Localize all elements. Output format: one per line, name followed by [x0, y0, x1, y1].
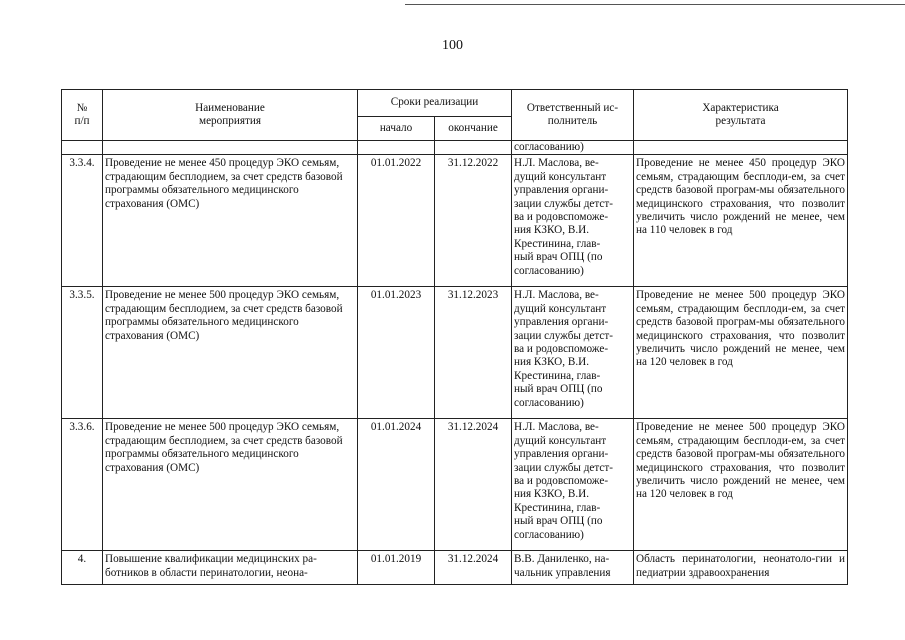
row-name: Проведение не менее 450 процедур ЭКО семьям, страдающим бесплодием, за счет средств базовой программы обязательного медицинского страхования (ОМС) — [103, 155, 358, 287]
header-result: Характеристика результата — [634, 90, 848, 141]
row-num: 3.3.6. — [62, 419, 103, 551]
row-result: Проведение не менее 500 процедур ЭКО семьям, страдающим бесплоди-ем, за счет средств базовой програм-мы обязательного медицинского страхования, что позволит увеличить число рождений не менее, чем на 120 человек в год — [634, 287, 848, 419]
row-responsible: Н.Л. Маслова, ве- дущий консультант управления органи- зации службы детст- ва и родовспоможе- ния КЗКО, В.И. Крестинина, глав- ный врач ОПЦ (по согласованию) — [512, 155, 634, 287]
continuation-responsible: согласованию) — [512, 141, 634, 155]
header-name: Наименование мероприятия — [103, 90, 358, 141]
row-responsible: В.В. Даниленко, на- чальник управления — [512, 551, 634, 585]
row-end: 31.12.2024 — [435, 551, 512, 585]
row-end: 31.12.2024 — [435, 419, 512, 551]
row-name: Проведение не менее 500 процедур ЭКО семьям, страдающим бесплодием, за счет средств базовой программы обязательного медицинского страхования (ОМС) — [103, 287, 358, 419]
table-row — [62, 155, 848, 287]
row-num: 3.3.5. — [62, 287, 103, 419]
row-name: Проведение не менее 500 процедур ЭКО семьям, страдающим бесплодием, за счет средств базовой программы обязательного медицинского страхования (ОМС) — [103, 419, 358, 551]
row-start: 01.01.2022 — [358, 155, 435, 287]
continuation-row — [62, 141, 848, 155]
row-start: 01.01.2023 — [358, 287, 435, 419]
measures-table — [61, 89, 848, 585]
row-start: 01.01.2019 — [358, 551, 435, 585]
table-row — [62, 287, 848, 419]
row-responsible: Н.Л. Маслова, ве- дущий консультант управления органи- зации службы детст- ва и родовспоможе- ния КЗКО, В.И. Крестинина, глав- ный врач ОПЦ (по согласованию) — [512, 287, 634, 419]
table-row — [62, 419, 848, 551]
row-num: 3.3.4. — [62, 155, 103, 287]
row-num: 4. — [62, 551, 103, 585]
top-rule — [405, 4, 905, 5]
page-number: 100 — [442, 38, 463, 53]
row-result: Область перинатологии, неонатоло-гии и педиатрии здравоохранения — [634, 551, 848, 585]
header-num: № п/п — [62, 90, 103, 141]
row-end: 31.12.2022 — [435, 155, 512, 287]
row-start: 01.01.2024 — [358, 419, 435, 551]
row-responsible: Н.Л. Маслова, ве- дущий консультант управления органи- зации службы детст- ва и родовспоможе- ния КЗКО, В.И. Крестинина, глав- ный врач ОПЦ (по согласованию) — [512, 419, 634, 551]
table-row — [62, 551, 848, 585]
row-result: Проведение не менее 450 процедур ЭКО семьям, страдающим бесплоди-ем, за счет средств базовой програм-мы обязательного медицинского страхования, что позволит увеличить число рождений не менее, чем на 110 человек в год — [634, 155, 848, 287]
header-start: начало — [358, 117, 435, 141]
header-responsible: Ответственный ис- полнитель — [512, 90, 634, 141]
row-end: 31.12.2023 — [435, 287, 512, 419]
header-terms: Сроки реализации — [358, 90, 512, 117]
row-name: Повышение квалификации медицинских ра-ботников в области перинатологии, неона- — [103, 551, 358, 585]
row-result: Проведение не менее 500 процедур ЭКО семьям, страдающим бесплоди-ем, за счет средств базовой програм-мы обязательного медицинского страхования, что позволит увеличить число рождений не менее, чем на 120 человек в год — [634, 419, 848, 551]
header-end: окончание — [435, 117, 512, 141]
